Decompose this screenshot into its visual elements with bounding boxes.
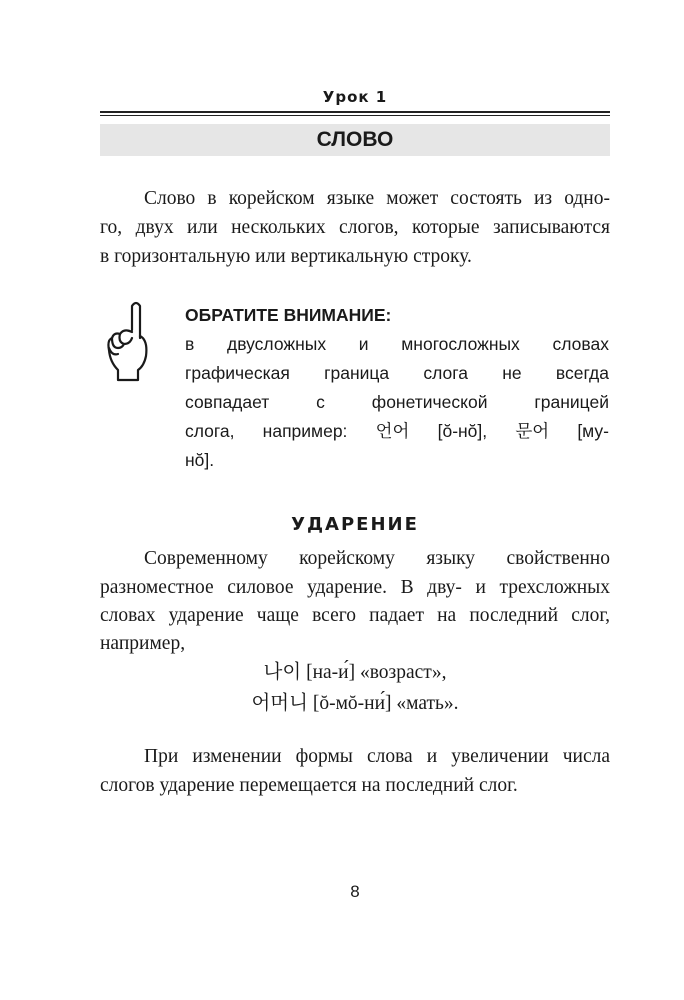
pointing-hand-icon	[104, 300, 152, 382]
text-line: слогов ударение перемещается на последний слог.	[100, 775, 518, 796]
text-line: например,	[100, 633, 186, 654]
example-line: 어머니 [ŏ-мŏ-ни́] «мать».	[251, 693, 459, 714]
text-line: При изменении формы слова и увеличении числа	[144, 746, 610, 767]
divider	[100, 115, 610, 116]
text-line: Слово в корейском языке может состоять из одно-	[144, 188, 610, 209]
note-title: ОБРАТИТЕ ВНИМАНИЕ:	[185, 305, 392, 325]
text-line: Современному корейскому языку свойственно	[144, 548, 610, 569]
lesson-label: Урок 1	[322, 88, 388, 106]
subheading: УДАРЕНИЕ	[291, 514, 419, 535]
text-line: словах ударение чаще всего падает на последний слог,	[100, 605, 610, 626]
note-line: графическая граница слога не всегда	[185, 363, 609, 383]
note-line: совпадает с фонетической границей	[185, 392, 609, 412]
page-number: 8	[350, 882, 360, 901]
section-title: СЛОВО	[100, 124, 610, 156]
note-line: слога, например: 언어 [ŏ-нŏ], 문어 [му-	[185, 421, 609, 441]
divider	[100, 111, 610, 113]
note-line: в двусложных и многосложных словах	[185, 334, 609, 354]
example-line: 나이 [на-и́] «возраст»,	[263, 662, 447, 683]
text-line: го, двух или нескольких слогов, которые записываются	[100, 217, 610, 238]
note-line: нŏ].	[185, 450, 215, 470]
text-line: разноместное силовое ударение. В дву- и трехсложных	[100, 577, 610, 598]
text-line: в горизонтальную или вертикальную строку.	[100, 246, 472, 267]
